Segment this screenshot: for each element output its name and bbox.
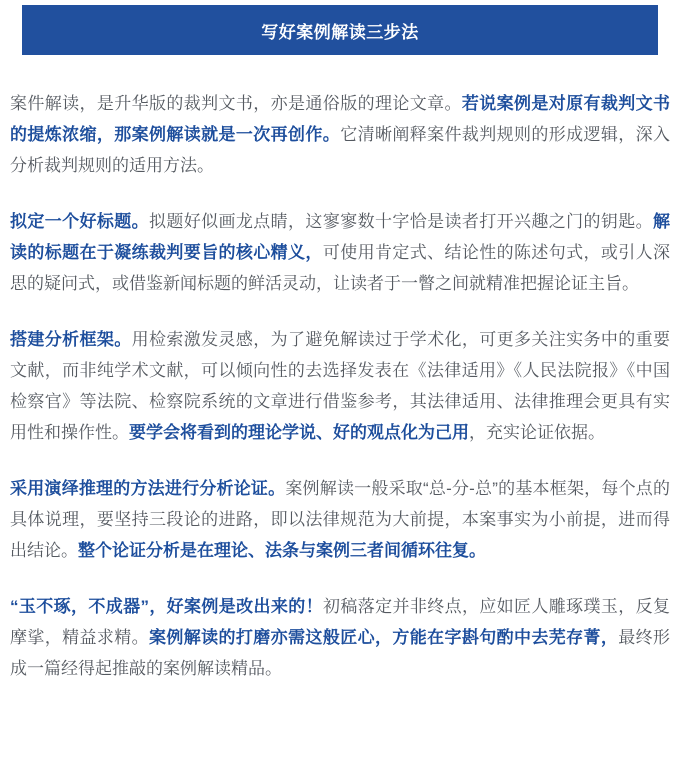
emphasis-text: 整个论证分析是在理论、法条与案例三者间循环往复。: [78, 541, 486, 560]
body-text: 初稿落定并非终点，应如匠人雕琢璞玉，反复摩挲，精益求精。: [10, 597, 670, 647]
paragraph: [10, 206, 670, 299]
article-body: [0, 55, 680, 684]
paragraph: [10, 88, 670, 181]
article-title-banner: [22, 5, 658, 55]
body-text: 案例解读一般采取“总-分-总”的基本框架，每个点的具体说理，要坚持三段论的进路，即以法律规范为大前提，本案事实为小前提，进而得出结论。: [10, 479, 670, 560]
paragraph: [10, 324, 670, 448]
body-text: 案件解读，是升华版的裁判文书，亦是通俗版的理论文章。: [10, 94, 462, 113]
body-text: 最终形成一篇经得起推敲的案例解读精品。: [10, 628, 671, 678]
emphasis-text: 采用演绎推理的方法进行分析论证。: [10, 479, 286, 498]
paragraph: [10, 473, 670, 566]
body-text: ，充实论证依据。: [469, 423, 605, 442]
body-text: 用检索激发灵感，为了避免解读过于学术化，可更多关注实务中的重要文献，而非纯学术文献，可以倾向性的去选择发表在《法律适用》《人民法院报》《中国检察官》等法院、检察院系统的文章进行借鉴参考，其法律适用、法律推理会更具有实用性和操作性。: [10, 330, 671, 442]
body-text: 拟题好似画龙点睛，这寥寥数十字恰是读者打开兴趣之门的钥匙。: [149, 212, 654, 231]
body-text: 它清晰阐释案件裁判规则的形成逻辑，深入分析裁判规则的适用方法。: [10, 125, 671, 175]
emphasis-text: 拟定一个好标题。: [10, 212, 150, 231]
emphasis-text: 案例解读的打磨亦需这般匠心，方能在字斟句酌中去芜存菁，: [149, 628, 619, 647]
emphasis-text: “玉不琢，不成器”，好案例是改出来的！: [10, 597, 323, 616]
page-title: 写好案例解读三步法: [261, 22, 419, 42]
emphasis-text: 解读的标题在于凝练裁判要旨的核心精义，: [10, 212, 671, 262]
emphasis-text: 若说案例是对原有裁判文书的提炼浓缩，那案例解读就是一次再创作。: [10, 94, 671, 144]
emphasis-text: 要学会将看到的理论学说、好的观点化为己用: [129, 423, 469, 442]
body-text: 可使用肯定式、结论性的陈述句式，或引人深思的疑问式，或借鉴新闻标题的鲜活灵动，让读者于一瞥之间就精准把握论证主旨。: [10, 243, 671, 293]
emphasis-text: 搭建分析框架。: [10, 330, 132, 349]
paragraph: [10, 591, 670, 684]
